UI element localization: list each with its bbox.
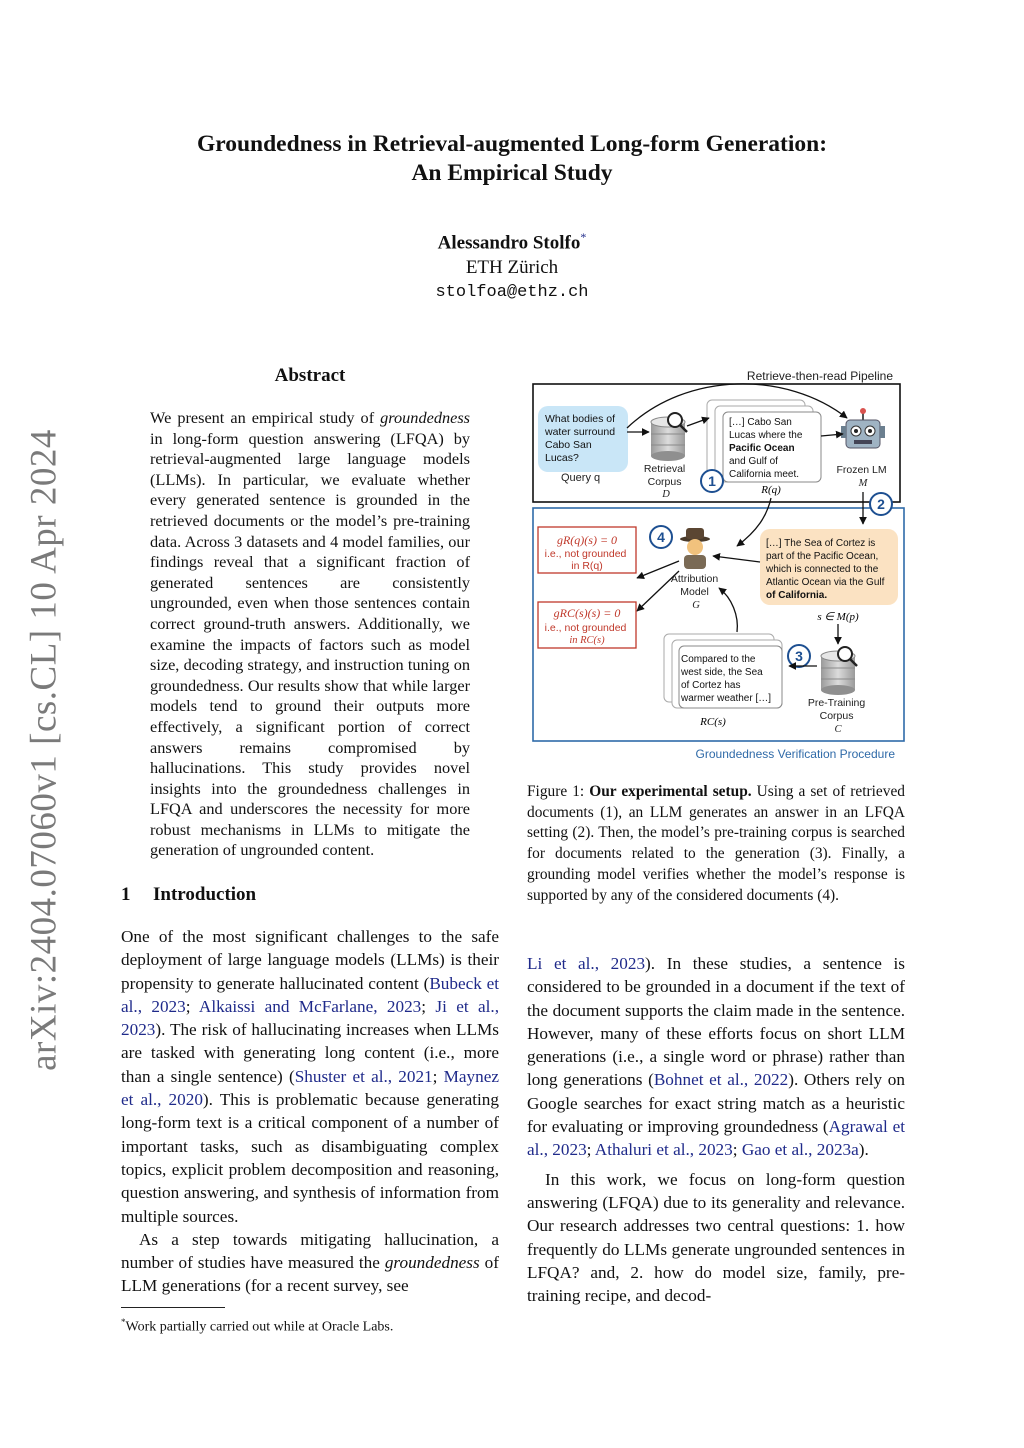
section-number: 1	[121, 884, 131, 905]
robot-icon	[841, 408, 885, 448]
citation-link[interactable]: Li et al., 2023	[527, 954, 646, 973]
grounding-formula-1: gR(q)(s) = 0	[556, 533, 618, 547]
caption-prefix: Figure 1:	[527, 783, 590, 800]
grounding-formula-2: gRC(s)(s) = 0	[553, 606, 621, 620]
svg-text:4: 4	[657, 529, 665, 545]
footnote-rule	[121, 1307, 225, 1308]
section-heading-introduction	[121, 884, 256, 906]
section-title: Introduction	[153, 884, 257, 905]
text: of LLM generations (for a recent survey, see	[121, 1253, 499, 1296]
paper-title	[120, 130, 904, 188]
text: ;	[732, 1140, 742, 1160]
text: ;	[432, 1066, 444, 1086]
step-badge-1	[701, 470, 723, 492]
arrow-pretrain-docs-to-attribution	[719, 588, 737, 632]
citation-link[interactable]: Ji et al., 2023	[121, 996, 500, 1040]
text: As a step towards mitigating hallucination, a number of studies have measured the	[121, 1229, 499, 1273]
retrieved-doc-caption: R(q)	[761, 484, 781, 496]
text: ). In these studies, a sentence is considered to be grounded in a document if the text of the document supports the claim made in the sentence. However, many of these efforts focus on short LLM generations (i.e., a single word or phrase) rather than long generations (	[527, 954, 905, 1090]
pipeline-label: Retrieve-then-read Pipeline	[746, 369, 893, 383]
answer-caption: s ∈ M(p)	[817, 611, 859, 623]
right-paragraph-1	[527, 952, 905, 1162]
query-text: What bodies of water surround Cabo San Lucas?	[545, 413, 616, 464]
citation-link[interactable]: Agrawal et al., 2023	[527, 1117, 905, 1160]
citation-link[interactable]: Bohnet et al., 2022	[653, 1070, 789, 1090]
figure-diagram	[527, 366, 907, 766]
database-icon	[651, 413, 687, 461]
svg-text:3: 3	[795, 648, 803, 664]
footnote-mark: *	[121, 1317, 126, 1327]
text: One of the most significant challenges to the safe deployment of large language models (LLMs) is their propensity to generate hallucinated content (	[121, 927, 499, 993]
answer-text: […] The Sea of Cortez is part of the Pacific Ocean, which is connected to the Atlantic Ocean via the Gulf of California.	[766, 538, 885, 601]
right-paragraph-2: In this work, we focus on long-form question answering (LFQA) due to its generality and relevance. Our research addresses two central questions: 1. how frequently do LLMs generate ungrounded sentences in LFQA? and, 2. how do model size, family, pre-training recipe, and decod-	[527, 1169, 905, 1306]
citation-link[interactable]: Gao et al., 2023a	[741, 1140, 859, 1160]
text: ). Others rely on Google searches for exact string match as a heuristic for evaluating or improving groundedness (	[527, 1070, 905, 1137]
text: ). The risk of hallucinating increases when LLMs are tasked with generating long content (i.e., more than a single sentence) (	[121, 1020, 499, 1086]
text: ;	[586, 1140, 595, 1160]
pretrain-corpus-label: Pre-Training Corpus C	[807, 697, 866, 735]
citation-link[interactable]: Alkaissi and McFarlane, 2023	[198, 996, 422, 1016]
abstract-body	[150, 408, 470, 861]
abstract-emphasis: groundedness	[380, 408, 470, 427]
intro-paragraph-1	[121, 925, 499, 1228]
arxiv-stamp	[14, 429, 74, 1071]
detective-icon	[680, 528, 710, 569]
author-name: Alessandro Stolfo	[437, 232, 581, 254]
verification-label: Groundedness Verification Procedure	[695, 747, 895, 761]
step-badge-3	[788, 645, 810, 667]
abstract-text-2: in long-form question answering (LFQA) by retrieval-augmented large language models (LLMs). In particular, we evaluate whether every generated sentence is grounded in the retrieved documents or the model’s pre-training data. Across 3 datasets and 4 model families, our findings reveal that a significant fraction of generated sentences are consistently ungrounded, even when those sentences contain correct ground-truth answers. Additionally, we examine the impacts of factors such as model size, decoding strategy, and instruction tuning on groundedness. Our results show that while larger models tend to ground their outputs more effectively, a significant portion of correct answers remains compromised by hallucinations. This study provides novel insights into the groundedness challenges in LFQA and underscores the necessity for more robust mechanisms in LLMs to mitigate the generation of ungrounded content.	[150, 428, 470, 860]
author-block	[120, 225, 904, 305]
arxiv-stamp-text: arXiv:2404.07060v1 [cs.CL] 10 Apr 2024	[23, 429, 65, 1071]
figure-caption	[527, 782, 905, 906]
arrow-attribution-to-result-2	[637, 571, 679, 611]
caption-bold: Our experimental setup.	[589, 783, 752, 800]
citation-link[interactable]: Maynez et al., 2020	[121, 1066, 499, 1110]
figure-1	[527, 366, 907, 766]
footnote	[121, 1313, 393, 1337]
svg-text:2: 2	[877, 496, 885, 512]
svg-text:1: 1	[708, 473, 716, 489]
grounding-text-1: i.e., not grounded in R(q)	[544, 548, 627, 572]
text: ).	[858, 1140, 869, 1160]
abstract-heading: Abstract	[274, 365, 346, 386]
grounding-text-2: i.e., not grounded in RC(s)	[544, 622, 627, 646]
footnote-text: Work partially carried out while at Oracle Labs.	[125, 1319, 394, 1335]
text: ;	[185, 996, 199, 1016]
emphasis: groundedness	[384, 1253, 480, 1273]
arrow-corpus-to-docs	[687, 418, 709, 426]
lm-label: Frozen LM M	[836, 464, 887, 489]
citation-link[interactable]: Athaluri et al., 2023	[594, 1140, 733, 1160]
intro-paragraph-2	[121, 1228, 499, 1298]
caption-text: Using a set of retrieved documents (1), an LLM generates an answer in an LFQA setting (2). Then, the model’s pre-training corpus is searched for documents related to the generation (3). Finally, a grounding model verifies whether the model’s response is supported by any of the considered documents (4).	[527, 783, 905, 904]
step-badge-4	[650, 526, 672, 548]
author-email[interactable]: stolfoa@ethz.ch	[435, 283, 589, 303]
text: ;	[421, 996, 436, 1016]
citation-link[interactable]: Shuster et al., 2021	[294, 1066, 433, 1086]
attribution-label: Attribution Model G	[670, 573, 719, 611]
right-column-body	[527, 952, 905, 1307]
citation-link[interactable]: Bubeck et al., 2023	[121, 973, 499, 1016]
intro-body	[121, 925, 499, 1298]
corpus-label: Retrieval Corpus D	[643, 463, 686, 500]
arrow-docs-to-lm	[821, 434, 843, 436]
query-caption: Query q	[561, 472, 601, 484]
pretrain-doc-caption: RC(s)	[700, 716, 726, 728]
pretrain-doc-text: Compared to the west side, the Sea of Cortez has warmer weather […]	[681, 654, 772, 704]
arrow-answer-to-attribution	[713, 556, 760, 562]
pretrain-database-icon	[821, 647, 857, 695]
abstract-text-1: We present an empirical study of	[150, 408, 381, 427]
text: ). This is problematic because generating long-form text is a critical component of a number of important tasks, such as disambiguating complex topics, explicit problem decomposition and reasoning, question answering, and synthesis of information from multiple sources.	[121, 1090, 499, 1226]
title-line-2: An Empirical Study	[411, 160, 613, 186]
title-line-1: Groundedness in Retrieval-augmented Long-form Generation:	[196, 131, 828, 157]
retrieved-doc-text: […] Cabo San Lucas where the Pacific Ocean and Gulf of California meet.	[729, 417, 803, 480]
author-affiliation: ETH Zürich	[465, 257, 559, 279]
step-badge-2	[870, 493, 892, 515]
author-footnote-mark[interactable]: *	[580, 230, 587, 244]
